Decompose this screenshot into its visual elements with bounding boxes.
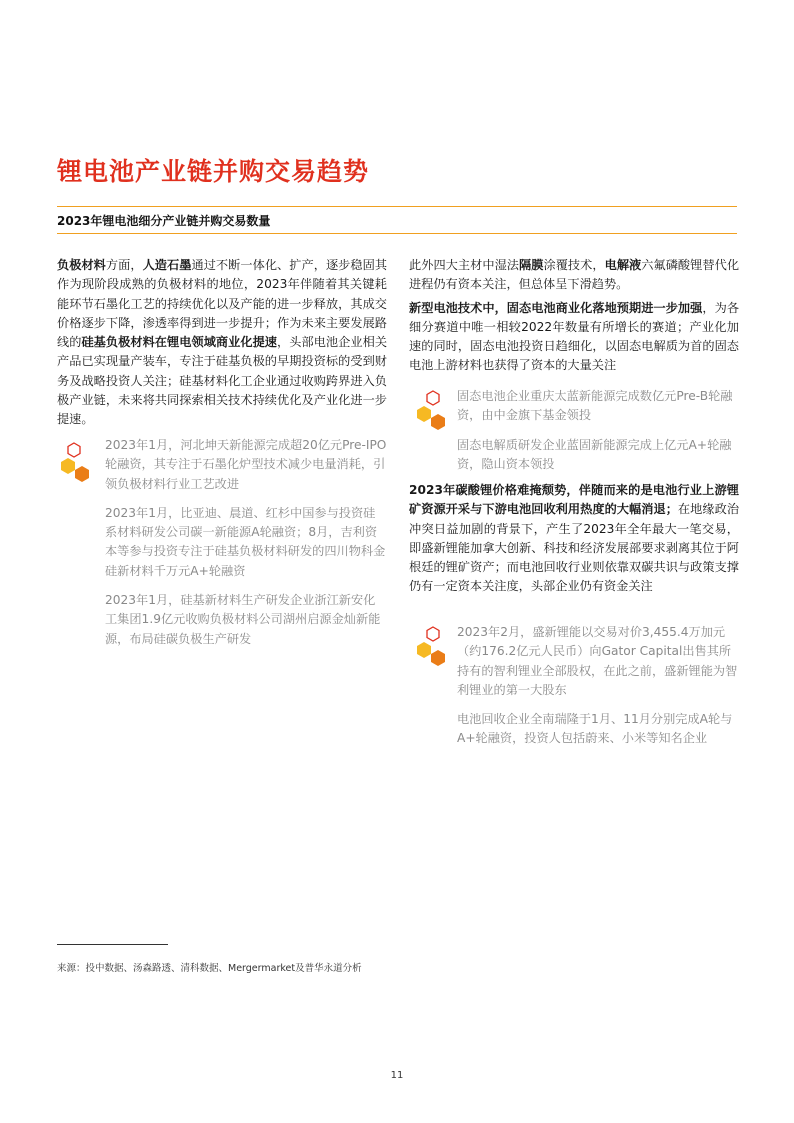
anode-paragraph: 负极材料方面，人造石墨通过不断一体化、扩产，逐步稳固其作为现阶段成熟的负极材料的地位，2023年伴随着其关键耗能环节石墨化工艺的持续优化以及产能的进一步释放，其成交价格逐步下降，渗透率得到进一步提升；作为未来主要发展路线的硅基负极材料在锂电领域商业化提速，头部电池企业相关产品已实现量产装车，专注于硅基负极的早期投资标的受到财务及战略投资人关注；硅基材料化工企业通过收购跨界进入负极产业链，未来将共同探索相关技术持续优化及产业化进一步提速。 — [57, 258, 388, 427]
page-title: 锂电池产业链并购交易趋势 — [57, 157, 370, 186]
note-item: 电池回收企业全南瑞隆于1月、11月分别完成A轮与A+轮融资，投资人包括蔚来、小米等知名企业 — [457, 712, 733, 746]
separator-electrolyte-paragraph: 此外四大主材中湿法隔膜涂覆技术，电解液六氟磷酸锂替代化进程仍有资本关注，但总体呈下滑趋势。 — [409, 258, 740, 292]
solid-state-notes — [457, 387, 739, 484]
section-subtitle: 2023年锂电池细分产业链并购交易数量 — [57, 214, 271, 228]
note-item: 固态电解质研发企业蓝固新能源完成上亿元A+轮融资，隐山资本领投 — [457, 437, 732, 471]
honeycomb-icon — [57, 440, 103, 486]
lithium-notes — [457, 623, 739, 759]
solid-state-paragraph: 新型电池技术中，固态电池商业化落地预期进一步加强，为各细分赛道中唯一相较2022年数量有所增长的赛道；产业化加速的同时，固态电池投资日趋细化，以固态电解质为首的固态电池上游材料也获得了资本的大量关注 — [409, 300, 740, 373]
note-item: 2023年1月，比亚迪、晨道、红杉中国参与投资硅系材料研发公司碳一新能源A轮融资；8月，吉利资本等参与投资专注于硅基负极材料研发的四川物科金硅新材料千万元A+轮融资 — [105, 505, 386, 578]
left-column — [57, 256, 387, 430]
page-number: 11 — [390, 1070, 404, 1081]
right-column-top — [409, 256, 739, 376]
honeycomb-icon — [410, 388, 456, 434]
footnote-divider — [57, 944, 168, 945]
note-item: 2023年1月，河北坤天新能源完成超20亿元Pre-IPO轮融资，其专注于石墨化炉型技术减少电量消耗，引领负极材料行业工艺改进 — [105, 438, 387, 491]
note-item: 固态电池企业重庆太蓝新能源完成数亿元Pre-B轮融资，由中金旗下基金领投 — [457, 389, 733, 423]
source-footnote: 来源：投中数据、汤森路透、清科数据、Mergermarket及普华永道分析 — [57, 963, 362, 974]
note-item: 2023年2月，盛新锂能以交易对价3,455.4万加元（约176.2亿元人民币）向Gator Capital出售其所持有的智利锂业全部股权，在此之前，盛新锂能为智利锂业的第一大股东 — [457, 625, 738, 697]
anode-notes — [105, 436, 387, 659]
lithium-paragraph: 2023年碳酸锂价格难掩颓势，伴随而来的是电池行业上游锂矿资源开采与下游电池回收利用热度的大幅消退；在地缘政治冲突日益加剧的背景下，产生了2023年全年最大一笔交易，即盛新锂能加拿大创新、科技和经济发展部要求剥离其位于阿根廷的锂矿资产；而电池回收行业则依靠双碳共识与政策支撑仍有一定资本关注度，头部企业仍有资金关注 — [409, 483, 740, 594]
right-column-lithium — [409, 481, 739, 597]
divider-top — [57, 206, 737, 207]
honeycomb-icon — [410, 624, 456, 670]
note-item: 2023年1月，硅基新材料生产研发企业浙江新安化工集团1.9亿元收购负极材料公司湖州启源金灿新能源，布局硅碳负极生产研发 — [105, 593, 381, 646]
divider-bottom — [57, 233, 737, 234]
